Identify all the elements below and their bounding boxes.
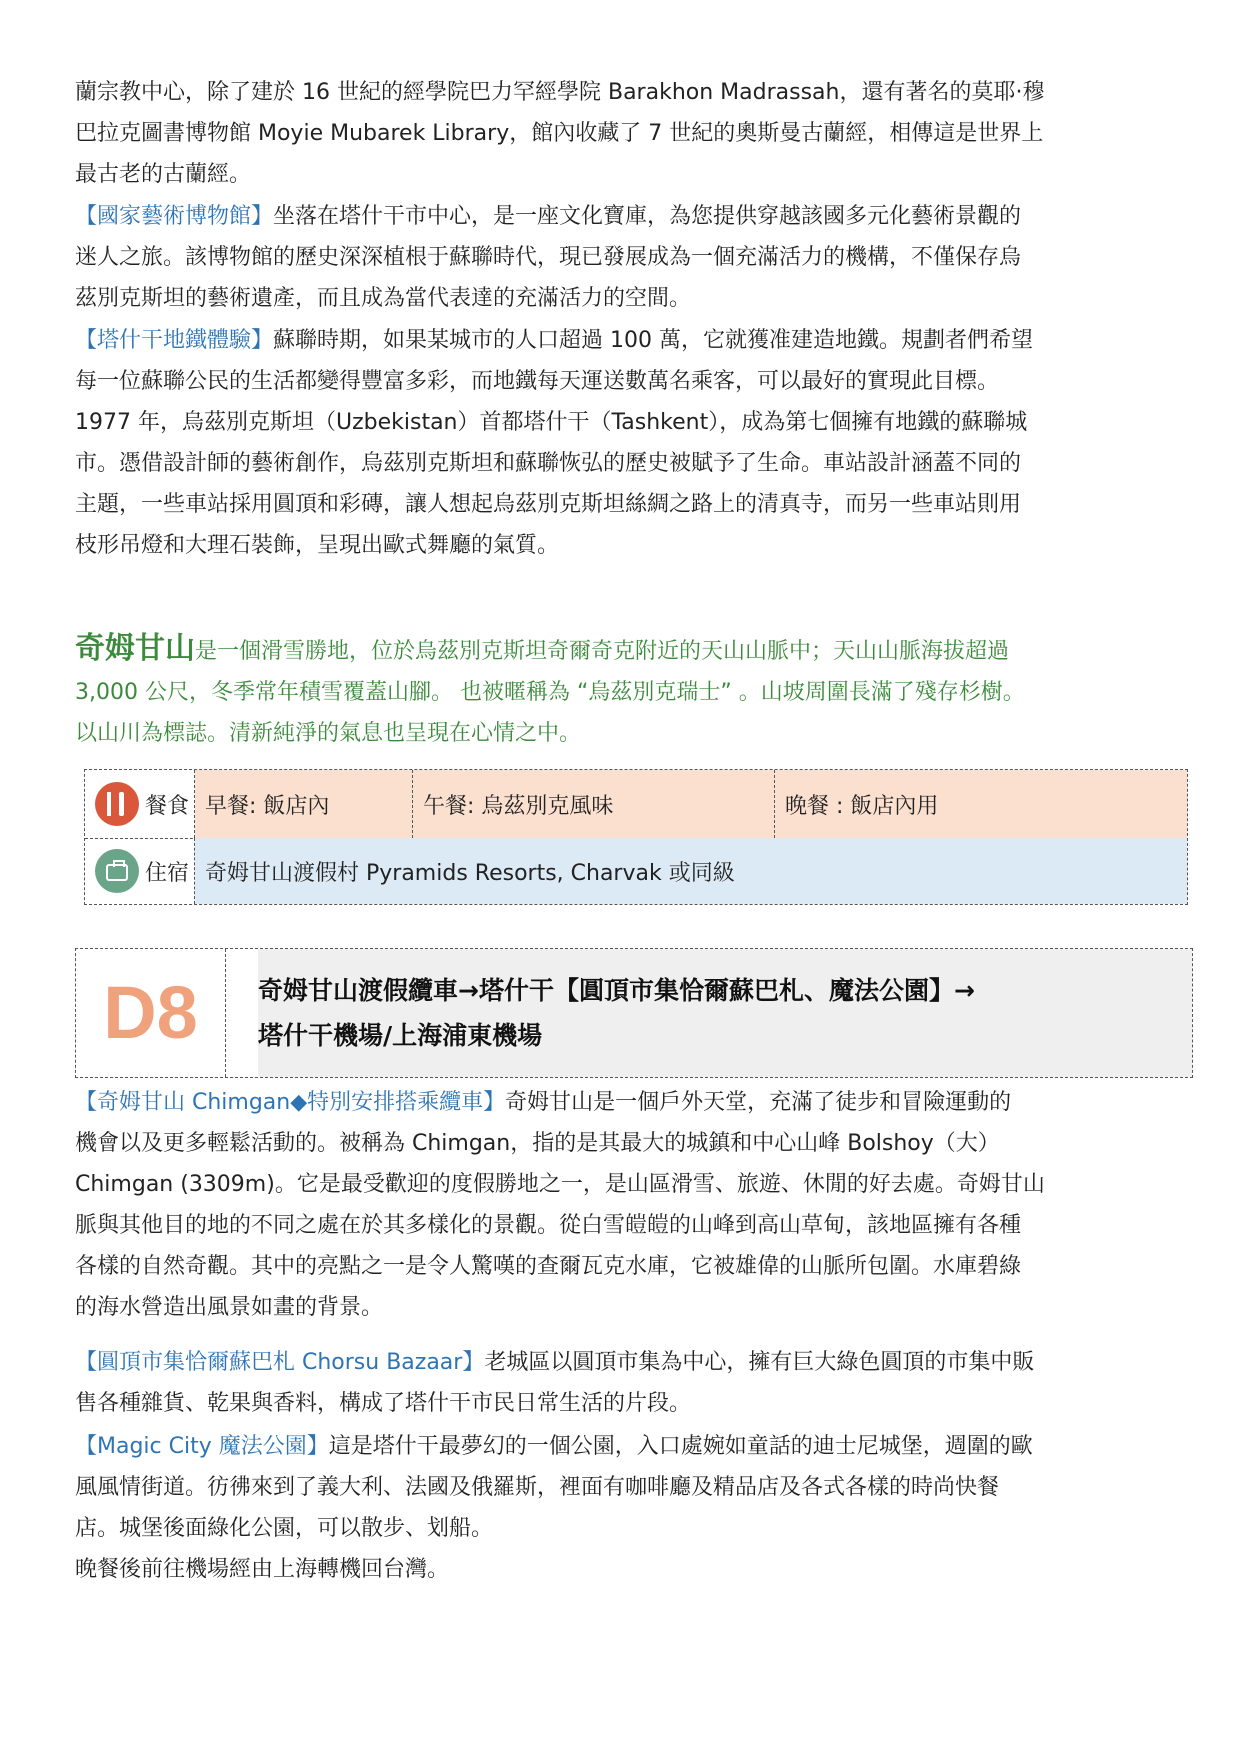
- text-line: 晚餐後前往機場經由上海轉機回台灣。: [75, 1557, 450, 1582]
- text-line: 最古老的古蘭經。: [75, 162, 252, 187]
- text-line: 脈與其他目的地的不同之處在於其多樣化的景觀。從白雪皚皚的山峰到高山草甸，該地區擁有各種: [75, 1213, 1022, 1238]
- day-number: D8: [76, 949, 226, 1077]
- meal-row: [85, 770, 1187, 839]
- museum-paragraph: [75, 196, 1160, 319]
- text-line: 售各種雜貨、乾果與香料，構成了塔什干市民日常生活的片段。: [75, 1391, 692, 1416]
- meal-label-cell: [85, 770, 195, 838]
- text-line: 3,000 公尺，冬季常年積雪覆蓋山腳。 也被暱稱為 “烏茲別克瑞士” 。山坡周圍長滿了殘存杉樹。: [75, 680, 1025, 705]
- destination-name: 奇姆甘山: [75, 631, 195, 666]
- text-line: 風風情街道。彷彿來到了義大利、法國及俄羅斯，裡面有咖啡廳及精品店及各式各樣的時尚快餐: [75, 1475, 1000, 1500]
- text-line: 巴拉克圖書博物館 Moyie Mubarek Library，館內收藏了 7 世紀的奧斯曼古蘭經，相傳這是世界上: [75, 121, 1044, 146]
- text-line: 茲別克斯坦的藝術遺產，而且成為當代表達的充滿活力的空間。: [75, 286, 692, 311]
- chimgan-intro-paragraph: [75, 628, 1160, 754]
- day-header: [75, 948, 1193, 1078]
- suitcase-icon: [95, 849, 139, 893]
- text-line: [75, 196, 1160, 237]
- day-title: [258, 949, 1192, 1077]
- bazaar-paragraph: [75, 1342, 1160, 1424]
- section-tag: 【圓頂市集恰爾蘇巴札 Chorsu Bazaar】: [75, 1350, 485, 1375]
- chimgan-paragraph: [75, 1082, 1160, 1328]
- text-line: 機會以及更多輕鬆活動的。被稱為 Chimgan，指的是其最大的城鎮和中心山峰 Bolshoy（大）: [75, 1131, 1000, 1156]
- section-tag: 【Magic City 魔法公園】: [75, 1434, 329, 1459]
- text-line: 蘭宗教中心，除了建於 16 世紀的經學院巴力罕經學院 Barakhon Madrassah，還有著名的莫耶·穆: [75, 80, 1045, 105]
- text-run: 是一個滑雪勝地，位於烏茲別克斯坦奇爾奇克附近的天山山脈中；天山山脈海拔超過: [195, 639, 1010, 664]
- text-line: 各樣的自然奇觀。其中的亮點之一是令人驚嘆的查爾瓦克水庫，它被雄偉的山脈所包圍。水庫碧綠: [75, 1254, 1022, 1279]
- lodging-label: 住宿: [145, 861, 190, 886]
- day-title-line: 奇姆甘山渡假纜車→塔什干【圓頂市集恰爾蘇巴札、魔法公園】→: [258, 976, 975, 1005]
- text-line: [75, 1426, 1160, 1467]
- text-line: 市。憑借設計師的藝術創作，烏茲別克斯坦和蘇聯恢弘的歷史被賦予了生命。車站設計涵蓋不同的: [75, 451, 1022, 476]
- text-line: 的海水營造出風景如畫的背景。: [75, 1295, 384, 1320]
- text-run: 坐落在塔什干市中心，是一座文化寶庫，為您提供穿越該國多元化藝術景觀的: [273, 204, 1022, 229]
- text-line: [75, 1342, 1160, 1383]
- section-tag: 【奇姆甘山 Chimgan◆特別安排搭乘纜車】: [75, 1090, 506, 1115]
- text-line: [75, 628, 1160, 672]
- day-title-line: 塔什干機場/上海浦東機場: [258, 1021, 543, 1050]
- breakfast-cell: 早餐: 飯店內: [195, 770, 413, 838]
- section-tag: 【塔什干地鐵體驗】: [75, 328, 274, 353]
- text-line: 主題，一些車站採用圓頂和彩磚，讓人想起烏茲別克斯坦絲綢之路上的清真寺，而另一些車站則用: [75, 492, 1022, 517]
- intro-paragraph: [75, 72, 1160, 195]
- lodging-cell: 奇姆甘山渡假村 Pyramids Resorts, Charvak 或同級: [195, 838, 1187, 904]
- text-line: 1977 年，烏茲別克斯坦（Uzbekistan）首都塔什干（Tashkent），成為第七個擁有地鐵的蘇聯城: [75, 410, 1028, 435]
- text-line: 枝形吊燈和大理石裝飾，呈現出歐式舞廳的氣質。: [75, 533, 560, 558]
- lodging-row: [85, 838, 1187, 904]
- text-line: [75, 320, 1160, 361]
- section-tag: 【國家藝術博物館】: [75, 204, 274, 229]
- fork-knife-icon: [95, 782, 139, 826]
- text-run: 老城區以圓頂市集為中心，擁有巨大綠色圓頂的市集中販: [484, 1350, 1035, 1375]
- text-line: 迷人之旅。該博物館的歷史深深植根于蘇聯時代，現已發展成為一個充滿活力的機構，不僅保存烏: [75, 245, 1022, 270]
- meal-lodging-table: [84, 769, 1188, 905]
- dinner-cell: 晚餐 : 飯店內用: [775, 770, 1187, 838]
- magic-city-paragraph: [75, 1426, 1160, 1590]
- text-run: 奇姆甘山是一個戶外天堂，充滿了徒步和冒險運動的: [505, 1090, 1012, 1115]
- text-line: 以山川為標誌。清新純淨的氣息也呈現在心情之中。: [75, 721, 582, 746]
- text-line: 店。城堡後面綠化公園，可以散步、划船。: [75, 1516, 494, 1541]
- text-run: 蘇聯時期，如果某城市的人口超過 100 萬，它就獲准建造地鐵。規劃者們希望: [273, 328, 1033, 353]
- text-run: 這是塔什干最夢幻的一個公園，入口處婉如童話的迪士尼城堡，週圍的歐: [328, 1434, 1033, 1459]
- text-line: 每一位蘇聯公民的生活都變得豐富多彩，而地鐵每天運送數萬名乘客，可以最好的實現此目標。: [75, 369, 1000, 394]
- lunch-cell: 午餐: 烏茲別克風味: [413, 770, 775, 838]
- text-line: [75, 1082, 1160, 1123]
- metro-paragraph: [75, 320, 1160, 566]
- meal-label: 餐食: [145, 794, 190, 819]
- lodging-label-cell: [85, 838, 195, 904]
- text-line: Chimgan (3309m)。它是最受歡迎的度假勝地之一，是山區滑雪、旅遊、休閒的好去處。奇姆甘山: [75, 1172, 1045, 1197]
